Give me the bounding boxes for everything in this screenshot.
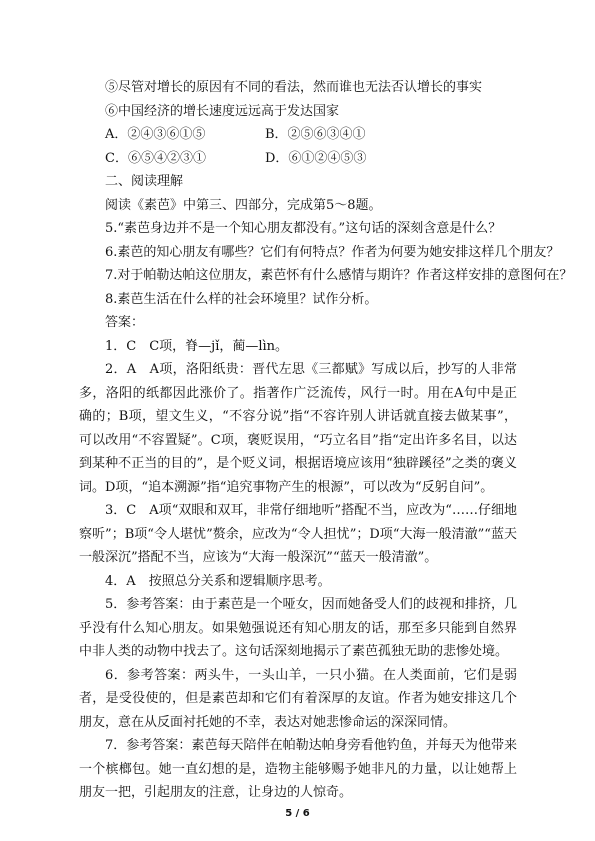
options-row-2	[79, 147, 517, 171]
question-7: 7.对于帕勒达帕这位朋友，素芭怀有什么感情与期许？作者这样安排的意图何在？	[105, 268, 573, 283]
question-5: 5.“素芭身边并不是一个知心朋友都没有。”这句话的深刻含意是什么？	[105, 221, 502, 236]
question-item-6: ⑥中国经济的增长速度远远高于发达国家	[105, 103, 340, 119]
section-intro: 阅读《素芭》中第三、四部分，完成第5～8题。	[105, 197, 382, 213]
option-b: B．②⑤⑥③④①	[265, 127, 366, 142]
answer-3: 3．C A项“双眼和双耳，非常仔细地听”搭配不当，应改为“……仔细地察听”；B项“令人堪忧”赘余，应改为“令人担忧”；D项“大海一般清澈”“蓝天一般深沉”搭配不当，应该为“大海一般深沉”“蓝天一般清澈”。	[79, 503, 517, 565]
question-8: 8.素芭生活在什么样的社会环境里？试作分析。	[105, 291, 378, 307]
question-item-5: ⑤尽管对增长的原因有不同的看法，然而谁也无法否认增长的事实	[105, 80, 483, 95]
options-row-1	[79, 123, 517, 147]
answer-2: 2．A A项，洛阳纸贵：晋代左思《三都赋》写成以后，抄写的人非常多，洛阳的纸都因此涨价了。指著作广泛流传，风行一时。用在A句中是正确的；B项，望文生义，“不容分说”指“不容许别人讲话就直接去做某事”，可以改用“不容置疑”。C项，褒贬误用，“巧立名目”指“定出许多名目，以达到某种不正当的目的”，是个贬义词，根据语境应该用“独辟蹊径”之类的褒义词。D项，“追本溯源”指“追究事物产生的根源”，可以改为“反躬自问”。	[79, 362, 517, 495]
answer-6: 6．参考答案：两头牛，一头山羊，一只小猫。在人类面前，它们是弱者，是受役使的，但是素芭却和它们有着深厚的友谊。作者为她安排这几个朋友，意在从反面衬托她的不幸，表达对她悲惨命运的深深同情。	[79, 667, 517, 730]
option-a: A．②④③⑥①⑤	[105, 127, 206, 142]
answer-4: 4．A 按照总分关系和逻辑顺序思考。	[105, 573, 331, 589]
answers-label: 答案：	[105, 315, 145, 330]
section-heading: 二、阅读理解	[105, 174, 184, 189]
page-number: 5 / 6	[285, 808, 310, 819]
answer-1: 1．C C项，脊—jǐ，蔺—lìn。	[105, 338, 289, 354]
option-c: C．⑥⑤④②③①	[105, 150, 206, 166]
option-d: D．⑥①②④⑤③	[265, 150, 367, 166]
page-content	[79, 76, 573, 805]
answer-7: 7．参考答案：素芭每天陪伴在帕勒达帕身旁看他钓鱼，并每天为他带来一个槟榔包。她一直幻想的是，造物主能够赐予她非凡的力量，以让她帮上朋友一把，引起朋友的注意，让身边的人惊奇。	[79, 738, 517, 800]
question-6: 6.素芭的知心朋友有哪些？它们有何特点？作者为何要为她安排这样几个朋友？	[105, 244, 560, 260]
answer-5: 5．参考答案：由于素芭是一个哑女，因而她备受人们的歧视和排挤，几乎没有什么知心朋友。如果勉强说还有知心朋友的话，那至多只能到自然界中非人类的动物中找去了。这句话深刻地揭示了素芭孤独无助的悲惨处境。	[79, 597, 517, 659]
